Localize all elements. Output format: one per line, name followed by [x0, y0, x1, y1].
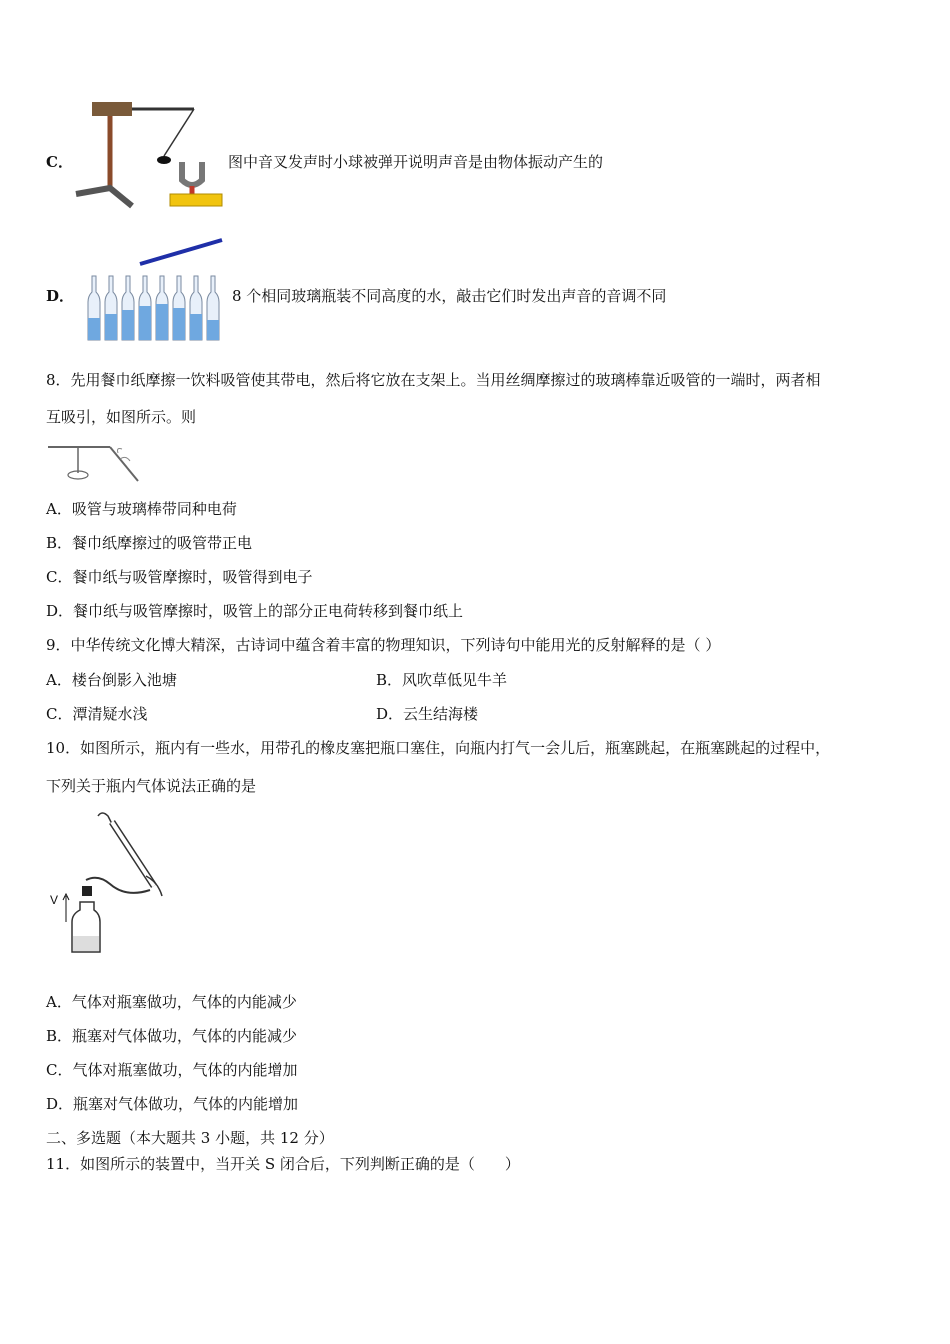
q9-option-c: C．潭清疑水浅: [46, 705, 148, 723]
tuning-fork-figure: [72, 98, 228, 212]
glass-rod: [110, 447, 138, 481]
q7-option-d-text: 8 个相同玻璃瓶装不同高度的水，敲击它们时发出声音的音调不同: [232, 287, 667, 305]
q8-stem-line1: 8．先用餐巾纸摩擦一饮料吸管使其带电，然后将它放在支架上。当用丝绸摩擦过的玻璃棒靠近吸管的一端时，两者相: [46, 371, 821, 389]
q8-option-b: B．餐巾纸摩擦过的吸管带正电: [46, 534, 253, 552]
q11-stem: 11．如图所示的装置中，当开关 S 闭合后，下列判断正确的是（ ）: [46, 1155, 520, 1173]
q8-option-c: C．餐巾纸与吸管摩擦时，吸管得到电子: [46, 568, 313, 586]
q10-option-b: B．瓶塞对气体做功，气体的内能减少: [46, 1027, 298, 1045]
q10-option-a: A．气体对瓶塞做功，气体的内能减少: [46, 993, 297, 1011]
air-hose: [86, 878, 150, 893]
striking-rod: [140, 240, 222, 264]
q10-option-c: C．气体对瓶塞做功，气体的内能增加: [46, 1061, 298, 1079]
resonance-box: [170, 194, 222, 206]
stand-base: [76, 188, 132, 206]
q9-option-d: D．云生结海楼: [376, 705, 479, 723]
q7-option-d-label: D．: [46, 287, 75, 305]
q10-stem-line1: 10．如图所示，瓶内有一些水，用带孔的橡皮塞把瓶口塞住，向瓶内打气一会儿后，瓶塞跳起，在瓶塞跳起的过程中，: [46, 739, 831, 757]
q8-option-a: A．吸管与玻璃棒带同种电荷: [46, 500, 237, 518]
q7-option-c-label: C．: [46, 153, 73, 171]
q7-option-c-text: 图中音叉发声时小球被弹开说明声音是由物体振动产生的: [228, 153, 604, 171]
stopper: [82, 886, 92, 896]
q10-option-d: D．瓶塞对气体做功，气体的内能增加: [46, 1095, 299, 1113]
glass-bottles-figure: [84, 236, 224, 344]
q8-option-d: D．餐巾纸与吸管摩擦时，吸管上的部分正电荷转移到餐巾纸上: [46, 602, 464, 620]
hand: [98, 813, 112, 824]
pendulum-ball: [157, 156, 171, 164]
velocity-label: V: [50, 893, 59, 907]
q10-stem-line2: 下列关于瓶内气体说法正确的是: [46, 777, 257, 795]
bottle-pump-figure: [46, 806, 170, 956]
q8-stem-line2: 互吸引，如图所示。则: [46, 408, 197, 426]
tuning-fork: [182, 162, 202, 185]
q9-option-a: A．楼台倒影入池塘: [46, 671, 177, 689]
straw-and-rod-figure: [46, 437, 144, 485]
q9-stem: 9．中华传统文化博大精深，古诗词中蕴含着丰富的物理知识，下列诗句中能用光的反射解释的是（ ）: [46, 636, 721, 654]
clamp: [92, 102, 132, 116]
section-title: 二、多选题（本大题共 3 小题，共 12 分）: [46, 1129, 334, 1147]
q9-option-b: B．风吹草低见牛羊: [376, 671, 508, 689]
